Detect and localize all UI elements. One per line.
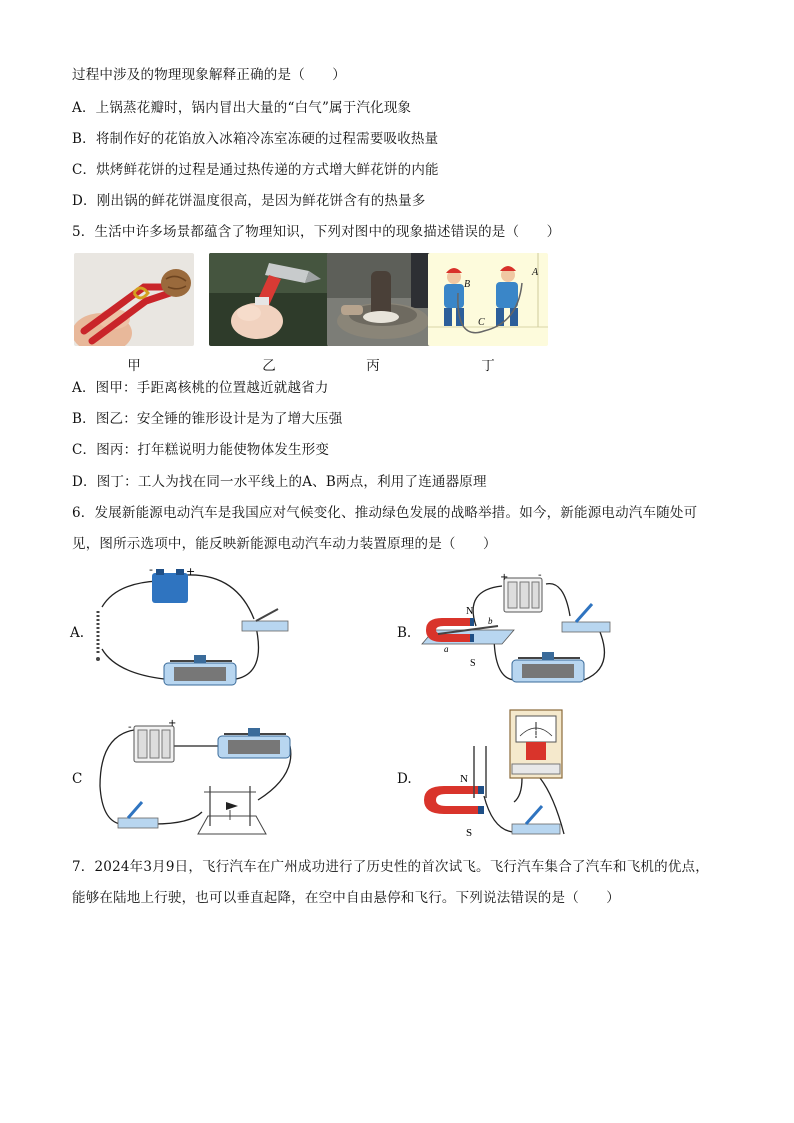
- c-plus: +: [168, 718, 177, 729]
- d-n: N: [460, 773, 468, 785]
- q5-stem: 5．生活中许多场景都蕴含了物理知识，下列对图中的现象描述错误的是（ ）: [72, 224, 561, 240]
- q4-stem-tail: 过程中涉及的物理现象解释正确的是（ ）: [72, 67, 346, 83]
- caption-bing: 丙: [366, 358, 380, 374]
- b-b: b: [488, 616, 493, 626]
- q6-option-d-label: D.: [397, 771, 412, 787]
- level-tube-illustration: [428, 253, 548, 346]
- label-c: C: [478, 317, 485, 328]
- b-minus: -: [538, 570, 542, 581]
- c-minus: -: [128, 722, 132, 733]
- caption-ding: 丁: [481, 358, 495, 374]
- q5-option-d: D．图丁：工人为找在同一水平线上的A、B两点，利用了连通器原理: [72, 474, 487, 490]
- b-s: S: [470, 658, 476, 669]
- q4-option-b: B．将制作好的花馅放入冰箱冷冻室冻硬的过程需要吸收热量: [72, 131, 439, 147]
- nutcracker-photo: [74, 253, 194, 346]
- q6-option-c-diagram: [90, 716, 302, 840]
- d-s: S: [466, 827, 473, 839]
- q7-stem-line1: 7．2024年3月9日，飞行汽车在广州成功进行了历史性的首次试飞。飞行汽车集合了汽车和飞机的优点，: [72, 859, 709, 875]
- q4-option-a: A．上锅蒸花瓣时，锅内冒出大量的“白气”属于汽化现象: [72, 100, 412, 116]
- label-a: A: [532, 267, 539, 278]
- q6-option-b-label: B.: [397, 625, 412, 641]
- q6-option-c-label: C: [72, 771, 83, 787]
- a-plus: +: [186, 565, 196, 578]
- q5-option-b: B．图乙：安全锤的锥形设计是为了增大压强: [72, 411, 343, 427]
- a-minus: -: [149, 563, 153, 576]
- q6-option-a-label: A.: [70, 625, 85, 641]
- b-plus: +: [500, 572, 509, 583]
- caption-yi: 乙: [262, 358, 276, 374]
- q4-option-d: D．刚出锅的鲜花饼温度很高，是因为鲜花饼含有的热量多: [72, 193, 426, 209]
- q6-stem-line2: 见，图所示选项中，能反映新能源电动汽车动力装置原理的是（ ）: [72, 536, 497, 552]
- q6-option-a-diagram: [86, 563, 292, 701]
- caption-jia: 甲: [127, 358, 141, 374]
- b-a: a: [444, 644, 449, 654]
- q6-option-d-diagram: [414, 706, 590, 846]
- b-n: N: [466, 606, 474, 617]
- q4-option-c: C．烘烤鲜花饼的过程是通过热传递的方式增大鲜花饼的内能: [72, 162, 439, 178]
- q6-stem-line1: 6．发展新能源电动汽车是我国应对气候变化、推动绿色发展的战略举措。如今，新能源电动汽车随处可: [72, 505, 698, 521]
- label-b: B: [464, 279, 471, 290]
- d-g: G: [533, 729, 540, 738]
- q5-option-c: C．图丙：打年糕说明力能使物体发生形变: [72, 442, 330, 458]
- safety-hammer-photo: [209, 253, 329, 346]
- q7-stem-line2: 能够在陆地上行驶，也可以垂直起降，在空中自由悬停和飞行。下列说法错误的是（ ）: [72, 890, 620, 906]
- q6-option-b-diagram: [414, 568, 618, 696]
- q5-option-a: A．图甲：手距离核桃的位置越近就越省力: [72, 380, 329, 396]
